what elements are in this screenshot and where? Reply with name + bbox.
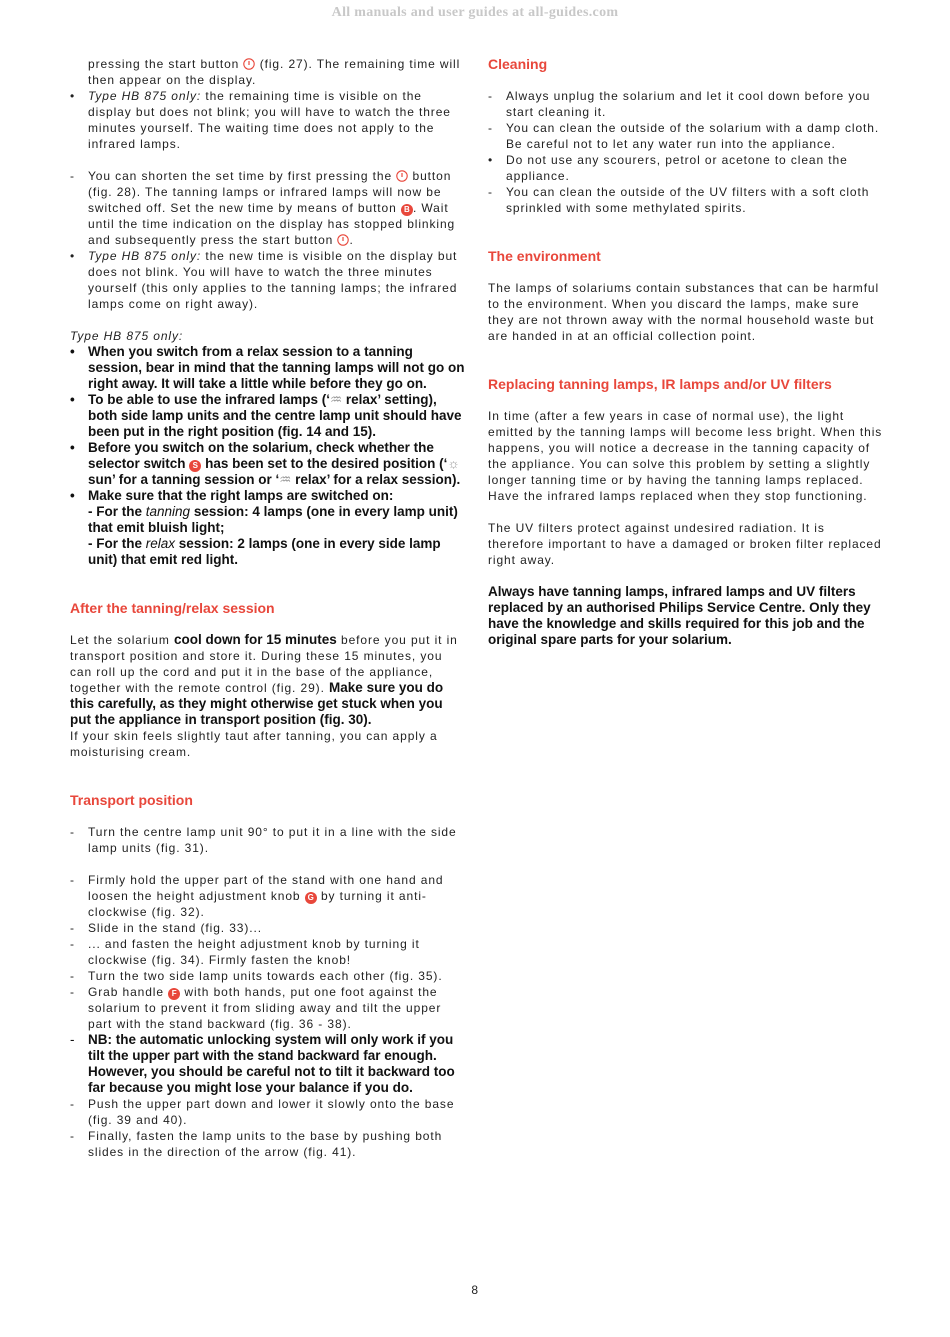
sun-icon: ☼ (447, 456, 460, 471)
heading-cleaning: Cleaning (488, 56, 548, 72)
list-item: - ... and fasten the height adjustment knob by turning it clockwise (fig. 34). Firmly fasten the knob! (70, 937, 420, 967)
list-item: - You can clean the outside of the solarium with a damp cloth. Be careful not to let any water run into the appliance. (488, 121, 880, 151)
height-knob-badge-icon: G (305, 892, 317, 904)
paragraph-replacing: In time (after a few years in case of normal use), the light emitted by the tanning lamps will become less bright. When this happens, you will notice a decrease in the tanning capacity of the appliance. You can solve this problem by setting a slightly longer tanning time or by having the tanning lamps replaced. (488, 409, 883, 487)
list-item: - You can shorten the set time by first pressing the button (fig. 28). The tanning lamps or infrared lamps will now be switched off. Set the new time by means of button B . Wait until the time indication on the display has stopped blinking and subsequently press the start button . (70, 169, 456, 247)
paragraph-infrared: Have the infrared lamps replaced when they stop functioning. (488, 489, 868, 503)
paragraph-after-session: Let the solarium cool down for 15 minutes before you put it in transport position and store it. During these 15 minutes, you can roll up the cord and put it in the base of the appliance, together with the remote control (fig. 29). Make sure you do this carefully, as they might otherwise get stuck when you put the appliance in transport position (fig. 30). If your skin feels slightly taut after tanning, you can apply a moisturising cream. (70, 632, 458, 759)
heading-environment: The environment (488, 248, 601, 264)
paragraph-start-time: pressing the start button (fig. 27). The remaining time will then appear on the display. (88, 57, 461, 87)
list-item: - Turn the two side lamp units towards each other (fig. 35). (70, 969, 443, 983)
right-column (488, 56, 883, 648)
type-label: Type HB 875 only: (70, 329, 184, 343)
list-item: - Turn the centre lamp unit 90° to put it in a line with the side lamp units (fig. 31). (70, 825, 457, 855)
list-item: • Make sure that the right lamps are switched on: - For the tanning session: 4 lamps (one in every lamp unit) that emit bluish light; - For the relax session: 2 lamps (one in every side lamp unit) that emit red light. (70, 488, 458, 567)
power-start-icon (337, 234, 349, 246)
power-start-icon (396, 170, 408, 182)
page-number: 8 (471, 1283, 479, 1297)
list-item: • Type HB 875 only: the remaining time is visible on the display but does not blink; you will have to watch the three minutes yourself. The waiting time does not apply to the infrared lamps. (70, 89, 451, 151)
list-item: • To be able to use the infrared lamps (‘♒ relax’ setting), both side lamp units and the centre lamp unit should have been put in the right position (fig. 14 and 15). (70, 392, 462, 439)
left-column (70, 56, 465, 1160)
list-item: - Push the upper part down and lower it slowly onto the base (fig. 39 and 40). (70, 1097, 455, 1127)
list-item: • Type HB 875 only: the new time is visible on the display but does not blink. You will have to watch the three minutes yourself (this only applies to the tanning lamps; the infrared lamps come on right away). (70, 249, 458, 311)
list-item: • Before you switch on the solarium, check whether the selector switch S has been set to the desired position (‘☼ sun’ for a tanning session or ‘♒ relax’ for a relax session). (70, 440, 461, 487)
paragraph-environment: The lamps of solariums contain substances that can be harmful to the environment. When you discard the lamps, make sure they are not thrown away with the normal household waste but are handed in at an official collection point. (488, 281, 880, 343)
paragraph-service-centre: Always have tanning lamps, infrared lamps and UV filters replaced by an authorised Philips Service Centre. Only they have the knowledge and skills required for this job and the original spare parts for your solarium. (488, 584, 871, 647)
list-item: - You can clean the outside of the UV filters with a soft cloth sprinkled with some methylated spirits. (488, 185, 870, 215)
list-item: - Slide in the stand (fig. 33)... (70, 921, 262, 935)
list-item: • Do not use any scourers, petrol or acetone to clean the appliance. (488, 153, 848, 183)
list-item: - Always unplug the solarium and let it cool down before you start cleaning it. (488, 89, 871, 119)
watermark: All manuals and user guides at all-guides.com (331, 5, 619, 20)
list-item: - NB: the automatic unlocking system will only work if you tilt the upper part with the stand backward far enough. However, you should be careful not to tilt it backward too far because you might lose your balance if you do. (70, 1032, 455, 1095)
list-item: - Grab handle F with both hands, put one foot against the solarium to prevent it from sliding away and tilt the upper part with the stand backward (fig. 36 - 38). (70, 985, 442, 1031)
heading-transport: Transport position (70, 792, 193, 808)
selector-switch-badge-icon: S (189, 460, 201, 472)
paragraph-uv-filters: The UV filters protect against undesired radiation. It is therefore important to have a damaged or broken filter replaced right away. (488, 521, 882, 567)
handle-badge-icon: F (168, 988, 180, 1000)
power-start-icon (243, 58, 255, 70)
button-b-badge-icon: B (401, 204, 413, 216)
heading-replacing: Replacing tanning lamps, IR lamps and/or UV filters (488, 376, 832, 392)
list-item: - Finally, fasten the lamp units to the base by pushing both slides in the direction of the arrow (fig. 41). (70, 1129, 443, 1159)
relax-icon: ♒ (330, 392, 343, 407)
relax-icon: ♒ (279, 472, 292, 487)
list-item: - Firmly hold the upper part of the stand with one hand and loosen the height adjustment knob G by turning it anti-clockwise (fig. 32). (70, 873, 444, 919)
heading-after-session: After the tanning/relax session (70, 600, 275, 616)
list-item: • When you switch from a relax session to a tanning session, bear in mind that the tanning lamps will not go on right away. It will take a little while before they go on. (70, 344, 465, 391)
